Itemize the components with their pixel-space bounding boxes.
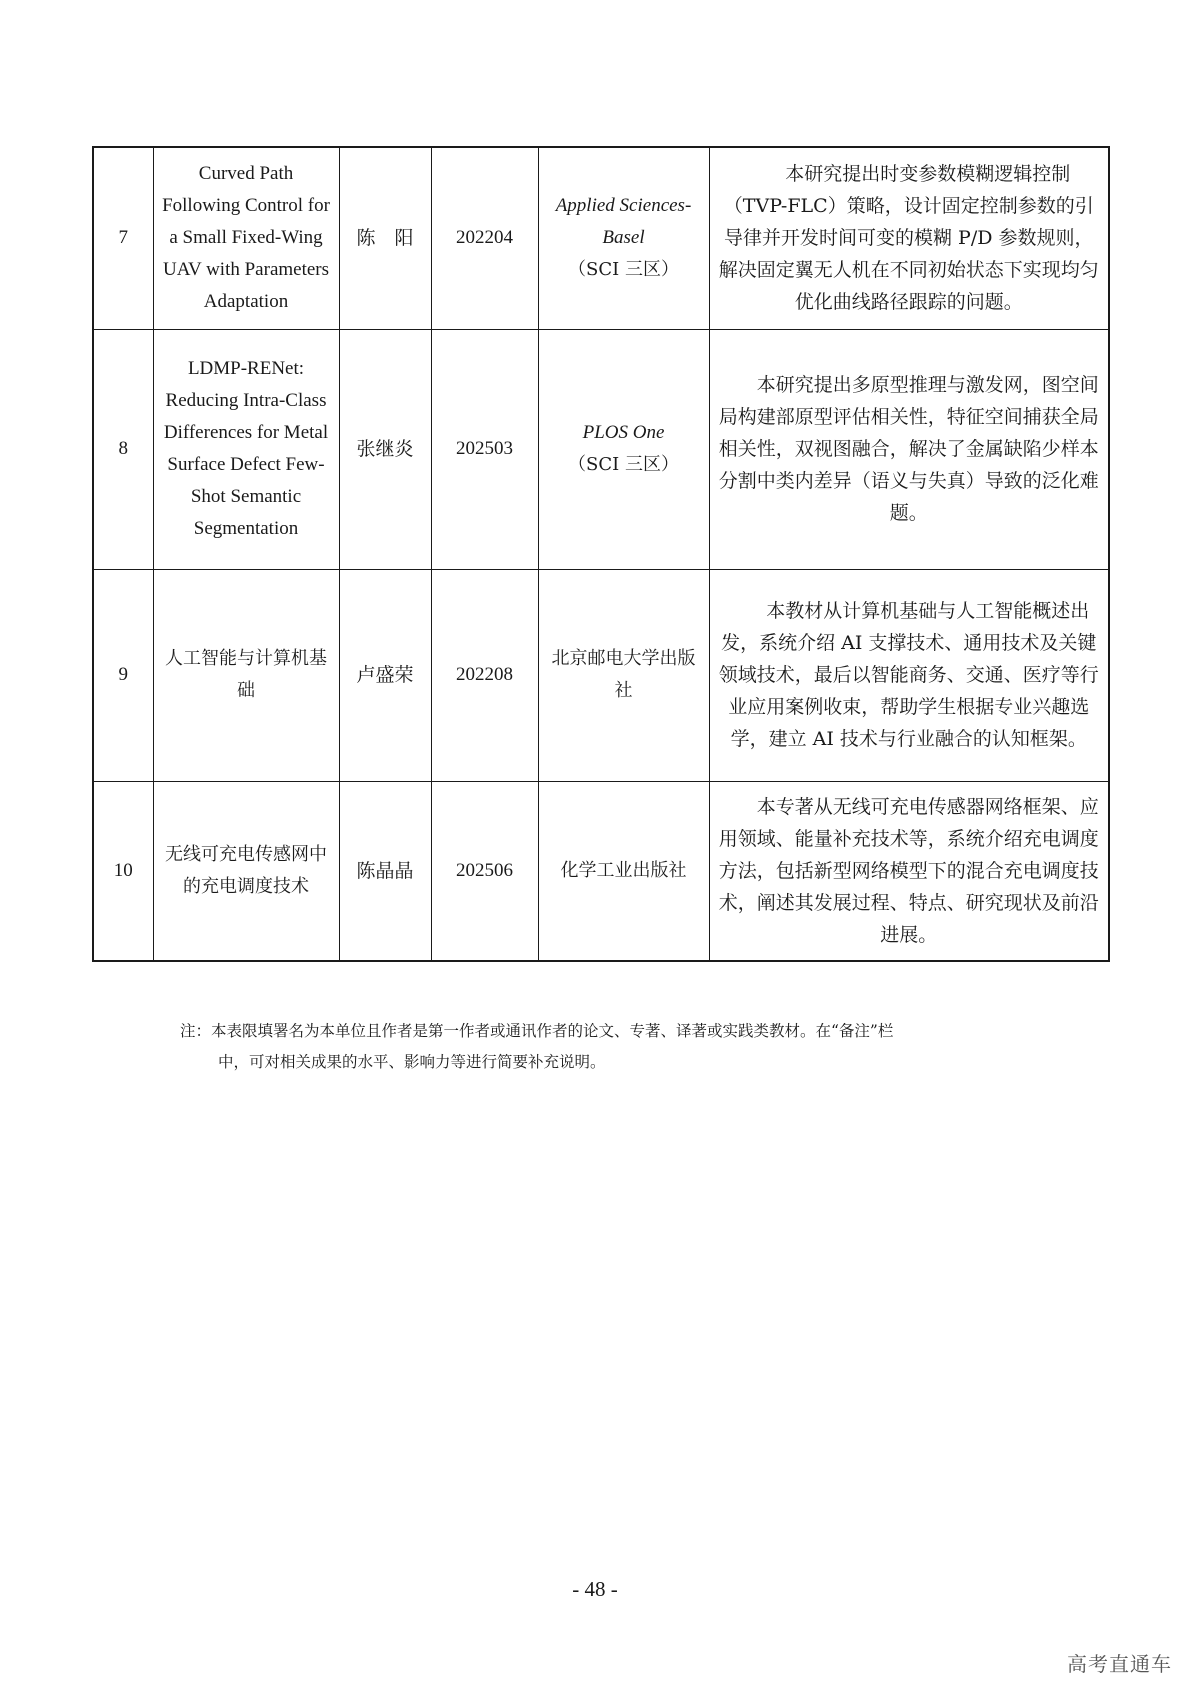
venue-tier: （SCI 三区） [568, 259, 679, 281]
work-title: LDMP-RENet: Reducing Intra-Class Differences for Metal Surface Defect Few-Shot Semantic Segmentation [153, 329, 339, 569]
publish-date: 202208 [431, 569, 538, 781]
author-name: 卢盛荣 [339, 569, 431, 781]
footnote-line-1: 注：本表限填署名为本单位且作者是第一作者或通讯作者的论文、专著、译著或实践类教材。在“备注”栏 [180, 1022, 894, 1040]
row-number: 10 [93, 781, 153, 961]
achievements-table [92, 146, 1110, 962]
remark: 本研究提出多原型推理与激发网，图空间局构建部原型评估相关性，特征空间捕获全局相关性，双视图融合，解决了金属缺陷少样本分割中类内差异（语义与失真）导致的泛化难题。 [709, 329, 1109, 569]
row-number: 9 [93, 569, 153, 781]
table-footnote [180, 1016, 1030, 1078]
author-name: 张继炎 [339, 329, 431, 569]
venue-name: PLOS One [582, 422, 665, 443]
footnote-line-2: 中，可对相关成果的水平、影响力等进行简要补充说明。 [218, 1053, 606, 1071]
remark: 本研究提出时变参数模糊逻辑控制（TVP-FLC）策略，设计固定控制参数的引导律并开发时间可变的模糊 P/D 参数规则，解决固定翼无人机在不同初始状态下实现均匀优化曲线路径跟踪的问题。 [709, 147, 1109, 329]
venue-tier: （SCI 三区） [568, 454, 679, 475]
publish-date: 202204 [431, 147, 538, 329]
row-number: 8 [93, 329, 153, 569]
page-number: - 48 - [572, 1577, 618, 1601]
work-title: Curved Path Following Control for a Small Fixed-Wing UAV with Parameters Adaptation [153, 147, 339, 329]
table-row [93, 781, 1109, 961]
publication-venue: 化学工业出版社 [538, 781, 709, 961]
remark: 本专著从无线可充电传感器网络框架、应用领域、能量补充技术等，系统介绍充电调度方法，包括新型网络模型下的混合充电调度技术，阐述其发展过程、特点、研究现状及前沿进展。 [709, 781, 1109, 961]
publish-date: 202503 [431, 329, 538, 569]
work-title: 人工智能与计算机基础 [153, 569, 339, 781]
table-row [93, 329, 1109, 569]
watermark: 高考直通车 [1067, 1652, 1172, 1676]
publication-venue: 北京邮电大学出版社 [538, 569, 709, 781]
venue-name: Applied Sciences-Basel [555, 195, 692, 249]
publish-date: 202506 [431, 781, 538, 961]
table-row [93, 147, 1109, 329]
work-title: 无线可充电传感网中的充电调度技术 [153, 781, 339, 961]
author-name: 陈 阳 [339, 147, 431, 329]
publication-venue [538, 147, 709, 329]
publication-venue [538, 329, 709, 569]
author-name: 陈晶晶 [339, 781, 431, 961]
row-number: 7 [93, 147, 153, 329]
table-row [93, 569, 1109, 781]
remark: 本教材从计算机基础与人工智能概述出发，系统介绍 AI 支撑技术、通用技术及关键领域技术，最后以智能商务、交通、医疗等行业应用案例收束，帮助学生根据专业兴趣选学，建立 AI 技术与行业融合的认知框架。 [709, 569, 1109, 781]
